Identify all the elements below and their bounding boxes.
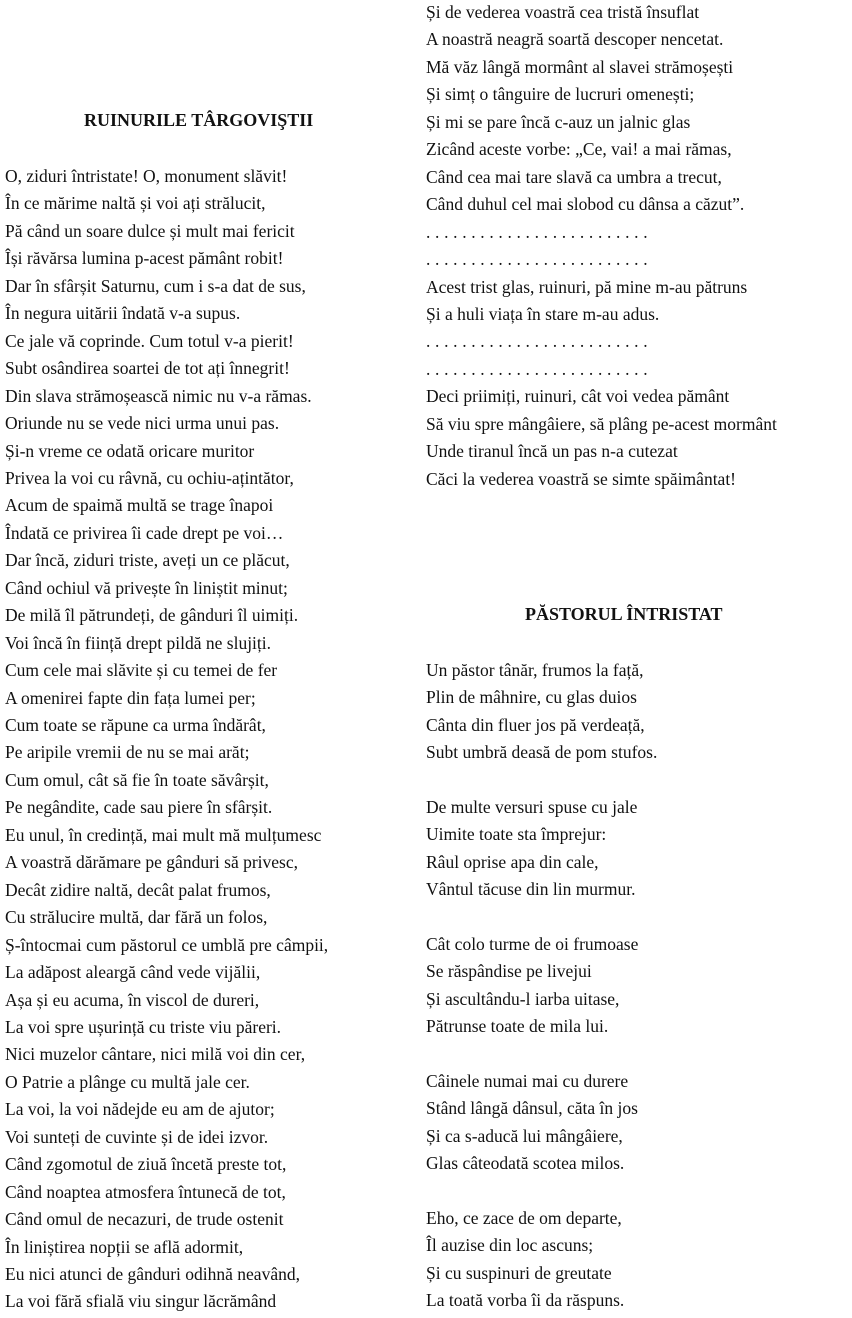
verse-line: Cânta din fluer jos pă verdeață,: [426, 714, 645, 735]
verse-line: A omenirei fapte din fața lumei per;: [5, 687, 256, 708]
verse-line: Zicând aceste vorbe: „Ce, vai! a mai rămas,: [426, 139, 732, 160]
verse-line: Pă când un soare dulce și mult mai fericit: [5, 220, 295, 241]
verse-line: Când zgomotul de ziuă încetă preste tot,: [5, 1154, 287, 1175]
verse-line: Acest trist glas, ruinuri, pă mine m-au pătruns: [426, 276, 748, 297]
verse-line: Pe aripile vremii de nu se mai arăt;: [5, 742, 250, 763]
verse-line: Și ca s-aducă lui mângâiere,: [426, 1125, 623, 1146]
verse-line: Pătrunse toate de mila lui.: [426, 1016, 609, 1037]
verse-line: La voi fără sfială viu singur lăcrămând: [5, 1291, 277, 1312]
verse-line: Un păstor tânăr, frumos la față,: [426, 660, 644, 680]
verse-line: Să viu spre mângâiere, să plâng pe-acest mormânt: [426, 413, 777, 434]
verse-line: La adăpost aleargă când vede vijălii,: [5, 962, 261, 983]
verse-line: Oriunde nu se vede nici urma unui pas.: [5, 413, 280, 434]
verse-line: . . . . . . . . . . . . . . . . . . . . . . . . .: [426, 249, 648, 270]
verse-line: Așa și eu acuma, în viscol de dureri,: [5, 989, 260, 1010]
verse-line: De multe versuri spuse cu jale: [426, 797, 638, 817]
verse-line: Când noaptea atmosfera întunecă de tot,: [5, 1181, 286, 1202]
verse-line: Ș-întocmai cum păstorul ce umblă pre câmpii,: [5, 934, 329, 955]
verse-line: A voastră dărămare pe gânduri să privesc,: [5, 852, 299, 873]
verse-line: Stând lângă dânsul, căta în jos: [426, 1098, 638, 1119]
verse-line: Îl auzise din loc ascuns;: [426, 1235, 594, 1256]
verse-line: Și simț o tânguire de lucruri omenești;: [426, 84, 695, 105]
verse-line: Când omul de necazuri, de trude ostenit: [5, 1209, 284, 1230]
verse-line: Acum de spaimă multă se trage înapoi: [5, 495, 274, 516]
verse-line: Decât zidire naltă, decât palat frumos,: [5, 879, 271, 900]
verse-line: Se răspândise pe livejui: [426, 961, 592, 982]
verse-line: Pe negândite, cade sau piere în sfârșit.: [5, 797, 273, 818]
verse-line: Cu strălucire multă, dar fără un folos,: [5, 907, 268, 928]
verse-line: Unde tiranul încă un pas n-a cutezat: [426, 441, 678, 462]
verse-line: Când cea mai tare slavă ca umbra a trecut,: [426, 166, 722, 187]
verse-line: . . . . . . . . . . . . . . . . . . . . . . . . .: [426, 358, 648, 379]
verse-line: Deci priimiți, ruinuri, cât voi vedea pământ: [426, 386, 730, 407]
verse-line: Și-n vreme ce odată oricare muritor: [5, 440, 255, 461]
verse-line: O Patrie a plânge cu multă jale cer.: [5, 1071, 250, 1092]
verse-line: . . . . . . . . . . . . . . . . . . . . . . . . .: [426, 331, 648, 352]
verse-line: Voi încă în ființă drept pildă ne slujiți.: [5, 632, 272, 653]
verse-line: Cum omul, cât să fie în toate săvârșit,: [5, 769, 269, 790]
verse-line: Și a huli viața în stare m-au adus.: [426, 303, 660, 324]
verse-line: Și cu suspinuri de greutate: [426, 1262, 612, 1283]
verse-line: Îndată ce privirea îi cade drept pe voi…: [5, 522, 284, 543]
verse-line: Mă văz lângă mormânt al slavei strămoșești: [426, 56, 734, 77]
verse-line: Când duhul cel mai slobod cu dânsa a căzut”.: [426, 194, 745, 215]
verse-line: A noastră neagră soartă descoper nencetat.: [426, 29, 724, 50]
verse-line: Cum toate se răpune ca urma îndărât,: [5, 715, 266, 735]
verse-line: Căci la vederea voastră se simte spăimântat!: [426, 468, 737, 489]
verse-line: Ce jale vă coprinde. Cum totul v-a pierit!: [5, 330, 294, 351]
verse-line: Și de vederea voastră cea tristă însuflat: [426, 2, 700, 22]
verse-line: Își răvărsa lumina p-acest pământ robit!: [5, 248, 284, 269]
verse-line: Nici muzelor cântare, nici milă voi din cer,: [5, 1044, 306, 1065]
verse-line: Glas câteodată scotea milos.: [426, 1153, 625, 1174]
verse-line: Subt osândirea soartei de tot ați înnegrit!: [5, 358, 290, 379]
verse-line: Cum cele mai slăvite și cu temei de fer: [5, 660, 278, 681]
verse-line: De milă îl pătrundeți, de gânduri îl uimiți.: [5, 605, 299, 626]
verse-line: Când ochiul vă privește în liniștit minut;: [5, 577, 288, 598]
verse-line: Privea la voi cu râvnă, cu ochiu-ațintător,: [5, 467, 294, 488]
verse-line: Plin de mâhnire, cu glas duios: [426, 687, 637, 708]
verse-line: Cât colo turme de oi frumoase: [426, 934, 639, 954]
poem-title-pastorul: PĂSTORUL ÎNTRISTAT: [525, 604, 723, 624]
verse-line: Râul oprise apa din cale,: [426, 851, 599, 872]
verse-line: O, ziduri întristate! O, monument slăvit!: [5, 166, 288, 186]
verse-line: La voi spre ușurință cu triste viu păreri.: [5, 1016, 282, 1037]
verse-line: . . . . . . . . . . . . . . . . . . . . . . . . .: [426, 221, 648, 242]
poem-title-ruinurile: RUINURILE TÂRGOVIŞTII: [84, 110, 314, 130]
verse-line: Și mi se pare încă c-auz un jalnic glas: [426, 111, 691, 132]
verse-line: Și ascultându-l iarba uitase,: [426, 988, 620, 1009]
verse-line: Vântul tăcuse din lin murmur.: [426, 879, 636, 900]
verse-line: La toată vorba îi da răspuns.: [426, 1290, 625, 1311]
verse-line: În ce mărime naltă și voi ați strălucit,: [5, 193, 266, 214]
verse-line: Câinele numai mai cu durere: [426, 1071, 629, 1091]
verse-line: Dar în sfârșit Saturnu, cum i s-a dat de sus,: [5, 275, 306, 296]
verse-line: Eu nici atunci de gânduri odihnă neavând,: [5, 1264, 300, 1284]
verse-line: În negura uitării îndată v-a supus.: [5, 303, 241, 324]
verse-line: Eho, ce zace de om departe,: [426, 1208, 622, 1228]
verse-line: Voi sunteți de cuvinte și de idei izvor.: [5, 1126, 269, 1147]
verse-line: Din slava strămoșească nimic nu v-a rămas.: [5, 385, 312, 406]
verse-line: Uimite toate sta împrejur:: [426, 824, 607, 845]
verse-line: În liniștirea nopții se află adormit,: [5, 1236, 244, 1257]
verse-line: Dar încă, ziduri triste, aveți un ce plăcut,: [5, 550, 290, 571]
verse-line: Subt umbră deasă de pom stufos.: [426, 742, 658, 763]
verse-line: La voi, la voi nădejde eu am de ajutor;: [5, 1099, 275, 1120]
verse-line: Eu unul, în credință, mai mult mă mulțumesc: [5, 824, 322, 845]
